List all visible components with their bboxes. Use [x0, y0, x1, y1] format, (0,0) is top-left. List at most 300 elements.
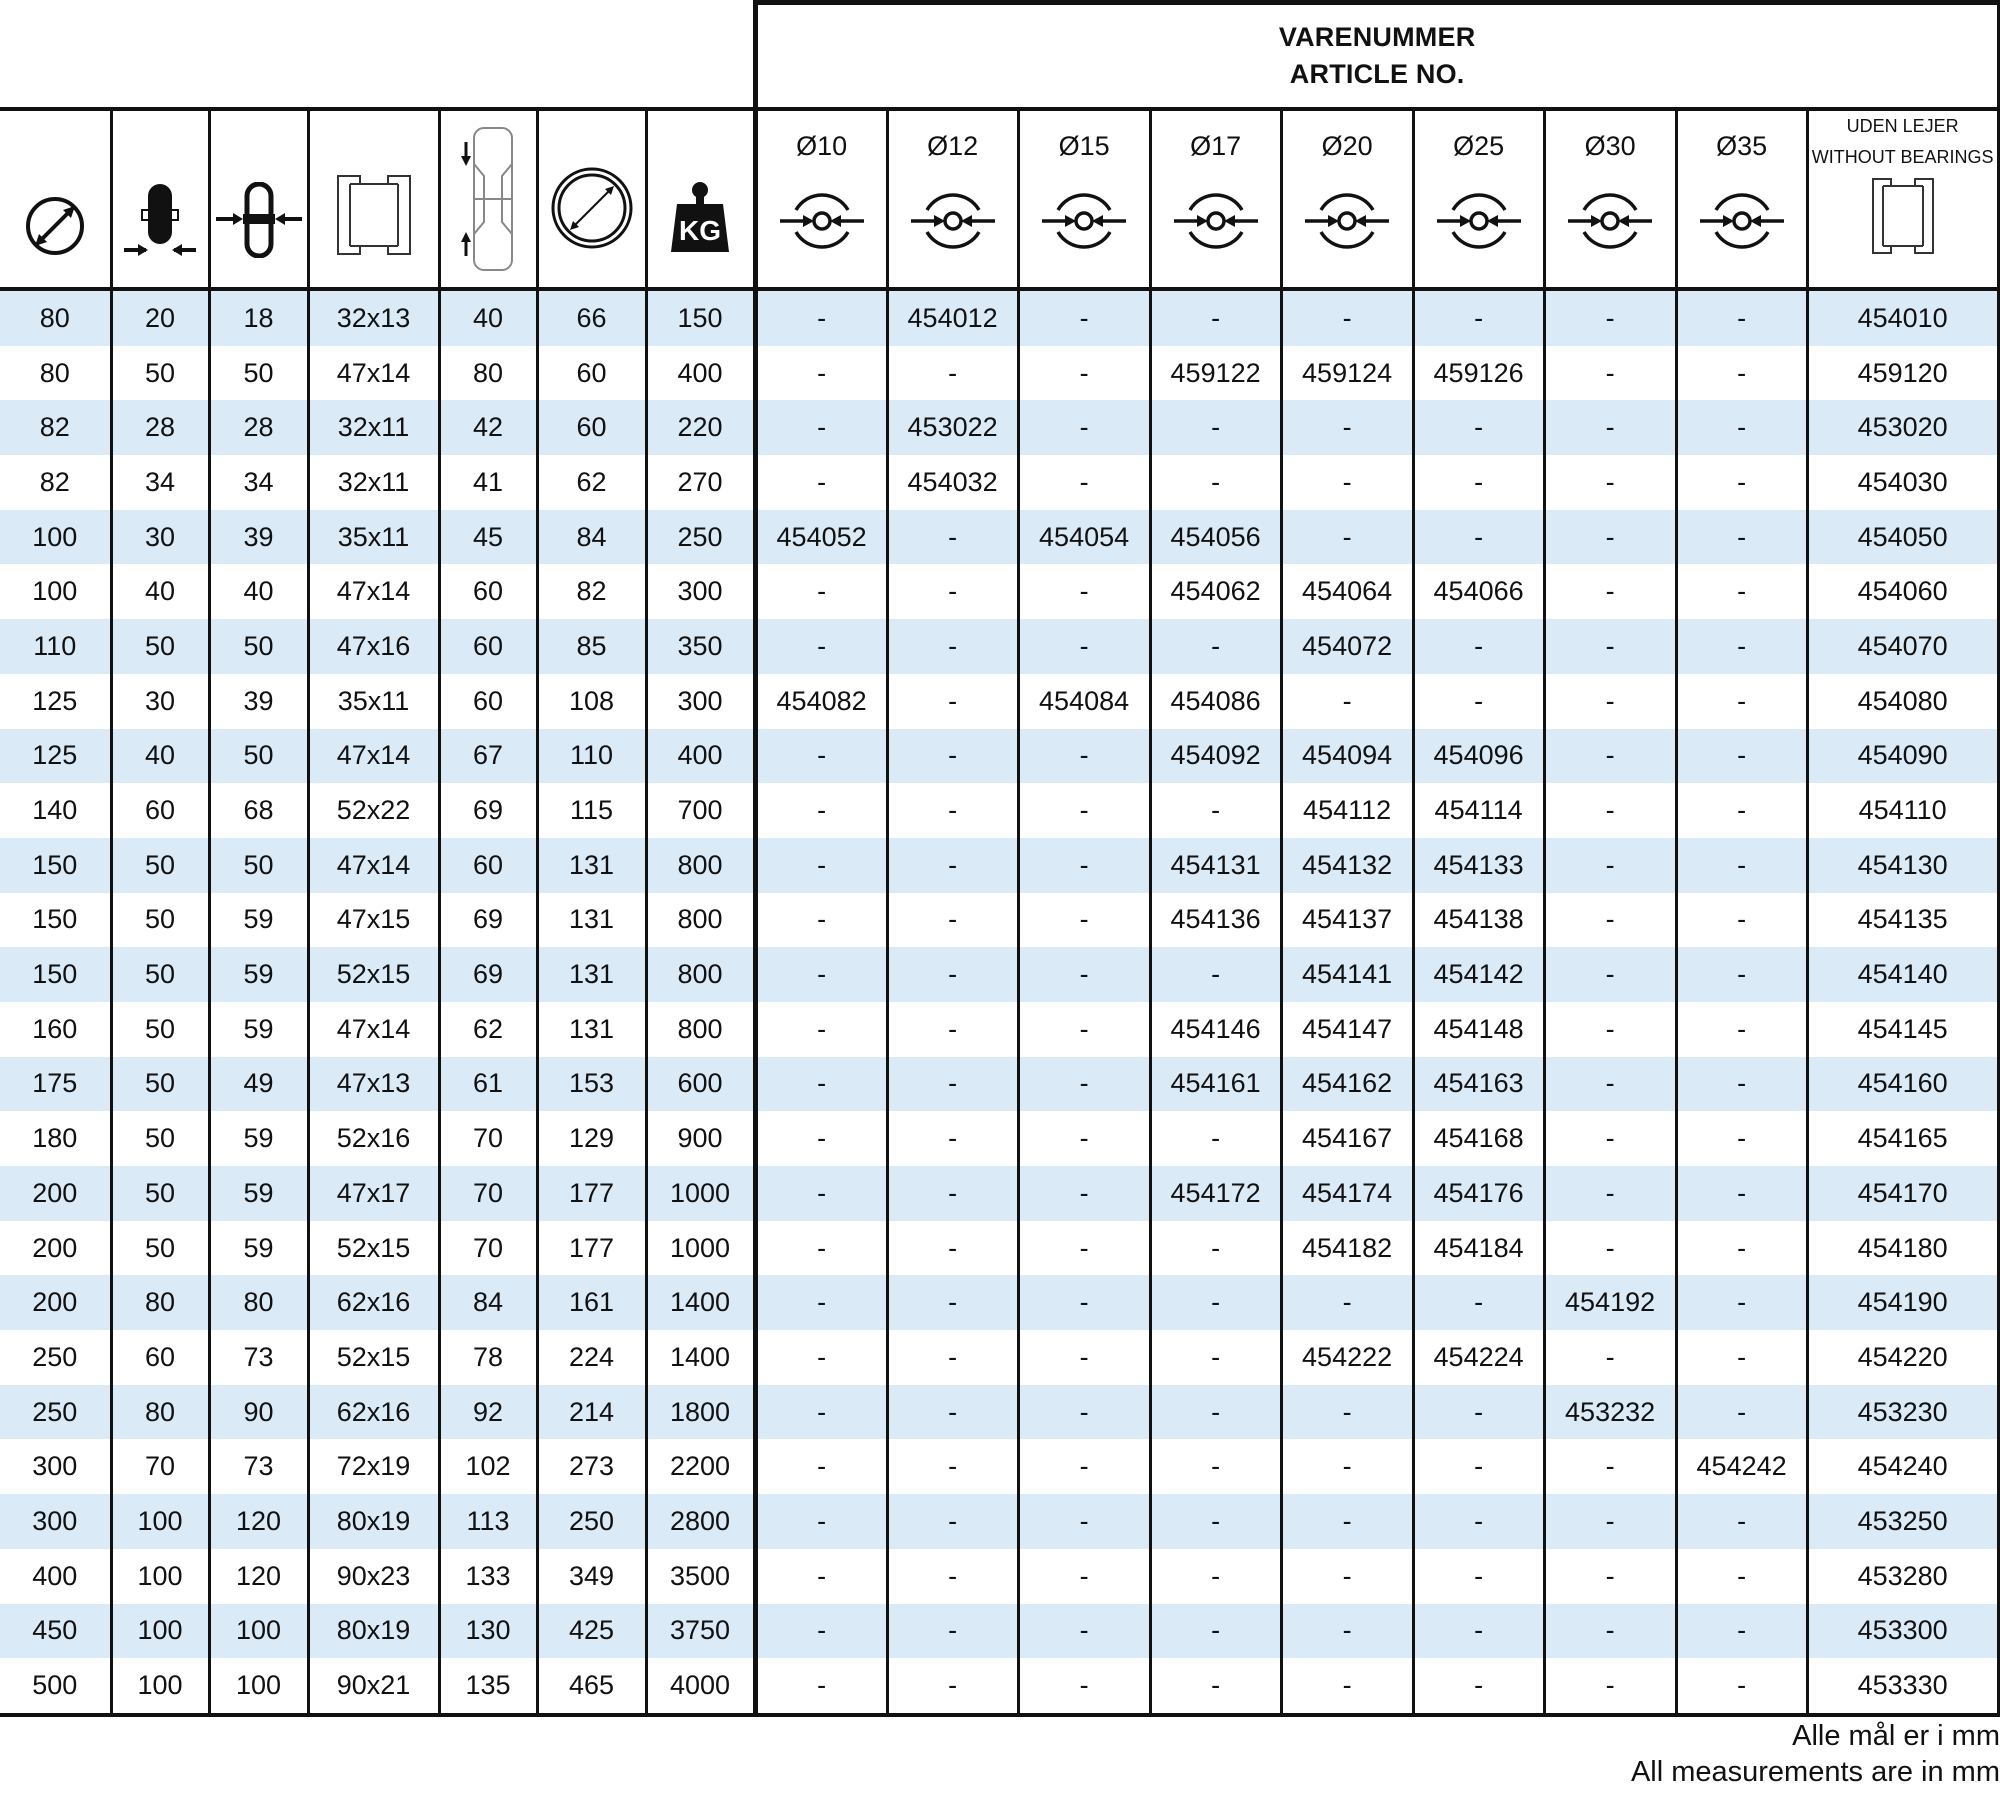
table-cell: 454147 [1281, 1002, 1413, 1057]
table-cell: - [1150, 1385, 1281, 1440]
table-cell: 30 [111, 674, 209, 729]
table-row [0, 1002, 1998, 1057]
table-cell: 454184 [1413, 1221, 1544, 1276]
table-cell: - [755, 1549, 887, 1604]
table-cell: - [1018, 1002, 1150, 1057]
table-row [0, 400, 1998, 455]
col-bore-17 [1150, 109, 1281, 289]
table-body [0, 289, 1998, 1715]
table-cell: 20 [111, 289, 209, 346]
table-cell: 140 [0, 783, 111, 838]
table-cell: 90x23 [308, 1549, 439, 1604]
table-cell: - [1544, 1658, 1676, 1715]
table-cell: - [1281, 510, 1413, 565]
table-cell: - [1281, 400, 1413, 455]
table-cell: - [1018, 1549, 1150, 1604]
table-cell: - [1544, 564, 1676, 619]
col-bore-12 [887, 109, 1018, 289]
table-cell: - [887, 1385, 1018, 1440]
table-cell: 150 [0, 838, 111, 893]
table-cell: 300 [0, 1494, 111, 1549]
table-cell: - [1150, 1549, 1281, 1604]
table-row [0, 1439, 1998, 1494]
table-cell: 59 [209, 947, 308, 1002]
table-cell: - [1281, 1275, 1413, 1330]
table-cell: 50 [111, 838, 209, 893]
table-cell: 32x11 [308, 400, 439, 455]
table-cell: 900 [646, 1111, 755, 1166]
table-cell: 131 [537, 1002, 646, 1057]
bore-label: Ø35 [1716, 131, 1768, 161]
table-row [0, 674, 1998, 729]
table-cell: - [1544, 947, 1676, 1002]
table-cell: 40 [111, 729, 209, 784]
table-cell: 125 [0, 729, 111, 784]
table-cell: - [1018, 619, 1150, 674]
table-cell: 60 [537, 400, 646, 455]
col-bore-10 [755, 109, 887, 289]
table-cell: - [755, 783, 887, 838]
table-cell: 250 [646, 510, 755, 565]
table-cell: 453300 [1807, 1604, 1998, 1659]
table-cell: - [1544, 1111, 1676, 1166]
table-cell: 454168 [1413, 1111, 1544, 1166]
table-cell: 100 [209, 1658, 308, 1715]
table-cell: 80x19 [308, 1494, 439, 1549]
table-cell: - [1413, 510, 1544, 565]
table-cell: 454062 [1150, 564, 1281, 619]
table-cell: 300 [646, 674, 755, 729]
table-cell: 800 [646, 893, 755, 948]
table-cell: - [1018, 1166, 1150, 1221]
table-cell: - [1676, 729, 1807, 784]
table-cell: - [1413, 400, 1544, 455]
table-cell: 400 [0, 1549, 111, 1604]
bore-diameter-icon [907, 188, 999, 254]
table-cell: 125 [0, 674, 111, 729]
table-cell: 34 [111, 455, 209, 510]
table-cell: 454094 [1281, 729, 1413, 784]
table-cell: - [887, 346, 1018, 401]
table-row [0, 838, 1998, 893]
table-cell: 453280 [1807, 1549, 1998, 1604]
table-cell: 453020 [1807, 400, 1998, 455]
table-cell: - [1018, 893, 1150, 948]
table-cell: 59 [209, 1166, 308, 1221]
footer-note-danish: Alle mål er i mm [1792, 1720, 2000, 1752]
table-cell: 60 [439, 564, 537, 619]
table-cell: 52x22 [308, 783, 439, 838]
bore-diameter-icon [1170, 188, 1262, 254]
table-cell: - [1544, 400, 1676, 455]
tread-width-icon [122, 182, 198, 258]
table-cell: - [1150, 947, 1281, 1002]
table-cell: 300 [646, 564, 755, 619]
table-cell: - [1544, 838, 1676, 893]
table-cell: 60 [439, 674, 537, 729]
table-cell: 100 [111, 1494, 209, 1549]
table-row [0, 729, 1998, 784]
table-cell: - [755, 1221, 887, 1276]
table-cell: 135 [439, 1658, 537, 1715]
table-cell: 100 [111, 1658, 209, 1715]
table-cell: - [755, 947, 887, 1002]
table-cell: - [1018, 564, 1150, 619]
table-cell: 50 [111, 1166, 209, 1221]
table-cell: 73 [209, 1439, 308, 1494]
table-cell: - [1281, 289, 1413, 346]
table-cell: 59 [209, 893, 308, 948]
table-cell: 59 [209, 1111, 308, 1166]
table-cell: - [1018, 1330, 1150, 1385]
bore-diameter-icon [1564, 188, 1656, 254]
table-cell: - [1413, 1385, 1544, 1440]
table-cell: - [1150, 1275, 1281, 1330]
table-cell: 250 [0, 1330, 111, 1385]
table-cell: - [1676, 455, 1807, 510]
table-cell: - [1544, 1439, 1676, 1494]
table-cell: - [887, 783, 1018, 838]
table-cell: 70 [439, 1166, 537, 1221]
table-cell: 700 [646, 783, 755, 838]
table-cell: - [1413, 455, 1544, 510]
table-cell: 150 [0, 947, 111, 1002]
table-cell: 85 [537, 619, 646, 674]
table-cell: - [1150, 1658, 1281, 1715]
table-row [0, 346, 1998, 401]
table-cell: - [1676, 1604, 1807, 1659]
bore-label: Ø10 [796, 131, 848, 161]
table-cell: 459120 [1807, 346, 1998, 401]
table-cell: 30 [111, 510, 209, 565]
table-cell: - [1150, 1221, 1281, 1276]
table-cell: 61 [439, 1057, 537, 1112]
table-cell: - [1544, 1166, 1676, 1221]
table-cell: 50 [111, 1057, 209, 1112]
table-cell: 120 [209, 1494, 308, 1549]
table-row [0, 1275, 1998, 1330]
table-cell: - [1676, 1275, 1807, 1330]
table-cell: 115 [537, 783, 646, 838]
col-without-bearings [1807, 109, 1998, 289]
table-cell: 454145 [1807, 1002, 1998, 1057]
table-cell: 454163 [1413, 1057, 1544, 1112]
table-cell: - [887, 1111, 1018, 1166]
table-cell: 35x11 [308, 674, 439, 729]
table-row [0, 1549, 1998, 1604]
table-cell: 454096 [1413, 729, 1544, 784]
table-cell: 454072 [1281, 619, 1413, 674]
table-cell: 18 [209, 289, 308, 346]
table-cell: 454110 [1807, 783, 1998, 838]
table-cell: 60 [111, 1330, 209, 1385]
bore-label: Ø17 [1190, 131, 1242, 161]
load-capacity-icon [669, 180, 731, 254]
table-cell: - [755, 400, 887, 455]
table-cell: - [1676, 1166, 1807, 1221]
table-cell: 600 [646, 1057, 755, 1112]
table-cell: - [1544, 455, 1676, 510]
table-cell: 454142 [1413, 947, 1544, 1002]
table-row [0, 455, 1998, 510]
bore-diameter-icon [776, 188, 868, 254]
table-cell: 69 [439, 947, 537, 1002]
table-cell: 45 [439, 510, 537, 565]
table-cell: - [1676, 674, 1807, 729]
table-cell: - [755, 1330, 887, 1385]
table-cell: 161 [537, 1275, 646, 1330]
table-cell: 465 [537, 1658, 646, 1715]
table-cell: 459122 [1150, 346, 1281, 401]
table-cell: 80 [0, 346, 111, 401]
table-cell: - [755, 1385, 887, 1440]
table-cell: - [755, 893, 887, 948]
table-cell: 84 [439, 1275, 537, 1330]
table-cell: 454222 [1281, 1330, 1413, 1385]
table-cell: 454224 [1413, 1330, 1544, 1385]
table-row [0, 1221, 1998, 1276]
table-cell: 500 [0, 1658, 111, 1715]
table-cell: 131 [537, 947, 646, 1002]
table-cell: - [887, 1658, 1018, 1715]
table-cell: 453330 [1807, 1658, 1998, 1715]
table-cell: 454114 [1413, 783, 1544, 838]
table-cell: 177 [537, 1221, 646, 1276]
table-cell: 47x14 [308, 346, 439, 401]
table-cell: 133 [439, 1549, 537, 1604]
table-cell: 454136 [1150, 893, 1281, 948]
table-cell: 92 [439, 1385, 537, 1440]
table-cell: 3500 [646, 1549, 755, 1604]
table-cell: 160 [0, 1002, 111, 1057]
table-cell: 400 [646, 729, 755, 784]
table-cell: - [1413, 1439, 1544, 1494]
table-cell: - [1281, 455, 1413, 510]
table-cell: 66 [537, 289, 646, 346]
table-cell: - [887, 1494, 1018, 1549]
table-cell: - [887, 1057, 1018, 1112]
table-cell: - [1281, 1549, 1413, 1604]
table-cell: - [1544, 619, 1676, 674]
table-row [0, 289, 1998, 346]
table-cell: 454052 [755, 510, 887, 565]
table-cell: - [1018, 1439, 1150, 1494]
col-wheel-diameter [0, 109, 111, 289]
table-cell: - [1018, 729, 1150, 784]
table-cell: 454176 [1413, 1166, 1544, 1221]
table-cell: - [1413, 289, 1544, 346]
table-cell: 800 [646, 838, 755, 893]
article-group-header [755, 3, 1998, 110]
table-cell: 100 [0, 510, 111, 565]
table-cell: 62 [537, 455, 646, 510]
table-cell: 35x11 [308, 510, 439, 565]
table-cell: - [1150, 1111, 1281, 1166]
table-cell: - [755, 346, 887, 401]
table-cell: 84 [537, 510, 646, 565]
group-title-danish: VARENUMMER [1278, 22, 1476, 52]
table-cell: 224 [537, 1330, 646, 1385]
table-cell: 459124 [1281, 346, 1413, 401]
table-row [0, 1330, 1998, 1385]
table-cell: 90x21 [308, 1658, 439, 1715]
table-cell: 100 [0, 564, 111, 619]
table-cell: - [755, 1658, 887, 1715]
table-cell: 250 [0, 1385, 111, 1440]
table-cell: - [1676, 1057, 1807, 1112]
table-cell: 454131 [1150, 838, 1281, 893]
table-cell: - [1281, 1658, 1413, 1715]
table-cell: 454182 [1281, 1221, 1413, 1276]
table-cell: - [1018, 1658, 1150, 1715]
table-cell: 34 [209, 455, 308, 510]
table-cell: 59 [209, 1002, 308, 1057]
table-cell: - [1018, 1275, 1150, 1330]
table-cell: 69 [439, 783, 537, 838]
hub-length-icon [214, 182, 304, 258]
table-cell: 69 [439, 893, 537, 948]
table-cell: 59 [209, 1221, 308, 1276]
table-cell: 454165 [1807, 1111, 1998, 1166]
table-cell: 28 [209, 400, 308, 455]
table-cell: 50 [209, 729, 308, 784]
bore-label: Ø12 [927, 131, 979, 161]
table-cell: - [1150, 1439, 1281, 1494]
table-cell: 454162 [1281, 1057, 1413, 1112]
table-cell: - [887, 564, 1018, 619]
table-cell: 454054 [1018, 510, 1150, 565]
table-cell: 454080 [1807, 674, 1998, 729]
table-cell: - [1018, 455, 1150, 510]
table-cell: 3750 [646, 1604, 755, 1659]
table-cell: - [887, 947, 1018, 1002]
table-cell: 62 [439, 1002, 537, 1057]
table-row [0, 564, 1998, 619]
table-cell: - [1413, 1604, 1544, 1659]
table-cell: 50 [111, 1221, 209, 1276]
table-cell: - [1544, 674, 1676, 729]
table-cell: - [1544, 729, 1676, 784]
table-cell: - [755, 564, 887, 619]
table-cell: - [1413, 1549, 1544, 1604]
table-cell: - [1676, 346, 1807, 401]
col-hub-length [209, 109, 308, 289]
table-cell: - [887, 1330, 1018, 1385]
table-cell: - [1150, 783, 1281, 838]
table-cell: 1800 [646, 1385, 755, 1440]
table-cell: 2200 [646, 1439, 755, 1494]
table-cell: 70 [111, 1439, 209, 1494]
table-cell: 62x16 [308, 1275, 439, 1330]
table-cell: 47x15 [308, 893, 439, 948]
bore-label: Ø25 [1453, 131, 1505, 161]
table-cell: 130 [439, 1604, 537, 1659]
table-cell: - [1676, 1385, 1807, 1440]
table-cell: 60 [111, 783, 209, 838]
table-cell: - [1544, 510, 1676, 565]
table-cell: - [1018, 838, 1150, 893]
table-row [0, 1385, 1998, 1440]
table-cell: - [887, 893, 1018, 948]
table-cell: 82 [0, 455, 111, 510]
table-cell: 80 [209, 1275, 308, 1330]
table-cell: - [755, 1439, 887, 1494]
col-bore-15 [1018, 109, 1150, 289]
table-cell: 50 [111, 947, 209, 1002]
col-bore-30 [1544, 109, 1676, 289]
table-cell: 454060 [1807, 564, 1998, 619]
table-cell: 72x19 [308, 1439, 439, 1494]
table-cell: 454240 [1807, 1439, 1998, 1494]
table-cell: - [755, 1057, 887, 1112]
table-cell: 1000 [646, 1221, 755, 1276]
table-cell: 80 [111, 1275, 209, 1330]
col-tread-width [111, 109, 209, 289]
table-cell: - [1544, 1002, 1676, 1057]
table-cell: 454172 [1150, 1166, 1281, 1221]
table-cell: 454242 [1676, 1439, 1807, 1494]
table-cell: 273 [537, 1439, 646, 1494]
table-cell: 800 [646, 947, 755, 1002]
table-cell: 454137 [1281, 893, 1413, 948]
table-cell: - [1676, 1221, 1807, 1276]
without-bearings-label-danish: UDEN LEJER [1846, 116, 1959, 136]
table-cell: 175 [0, 1057, 111, 1112]
table-row [0, 783, 1998, 838]
table-cell: 131 [537, 838, 646, 893]
header-spacer [0, 3, 755, 110]
table-cell: - [755, 1604, 887, 1659]
table-cell: 1000 [646, 1166, 755, 1221]
table-cell: 110 [0, 619, 111, 674]
table-cell: - [755, 1166, 887, 1221]
table-cell: 50 [209, 838, 308, 893]
table-cell: 454220 [1807, 1330, 1998, 1385]
table-cell: - [1544, 1604, 1676, 1659]
table-cell: 400 [646, 346, 755, 401]
table-cell: 82 [0, 400, 111, 455]
table-cell: 454138 [1413, 893, 1544, 948]
table-cell: 150 [646, 289, 755, 346]
table-cell: - [1544, 1549, 1676, 1604]
table-cell: 177 [537, 1166, 646, 1221]
table-cell: 73 [209, 1330, 308, 1385]
table-cell: 454180 [1807, 1221, 1998, 1276]
table-cell: - [1544, 1221, 1676, 1276]
col-bore-20 [1281, 109, 1413, 289]
table-cell: 454064 [1281, 564, 1413, 619]
table-cell: 200 [0, 1221, 111, 1276]
col-bore-35 [1676, 109, 1807, 289]
tyre-thickness-icon [460, 124, 516, 274]
table-cell: 454170 [1807, 1166, 1998, 1221]
table-row [0, 619, 1998, 674]
table-cell: - [1018, 346, 1150, 401]
table-cell: - [1018, 1221, 1150, 1276]
table-cell: 349 [537, 1549, 646, 1604]
table-cell: 454146 [1150, 1002, 1281, 1057]
table-cell: 50 [111, 346, 209, 401]
group-title-english: ARTICLE NO. [1289, 59, 1465, 89]
table-cell: - [1018, 1494, 1150, 1549]
table-cell: - [1018, 947, 1150, 1002]
table-cell: - [1413, 1494, 1544, 1549]
table-cell: 454160 [1807, 1057, 1998, 1112]
table-cell: 454056 [1150, 510, 1281, 565]
table-cell: 52x15 [308, 947, 439, 1002]
table-cell: 800 [646, 1002, 755, 1057]
table-cell: 454012 [887, 289, 1018, 346]
